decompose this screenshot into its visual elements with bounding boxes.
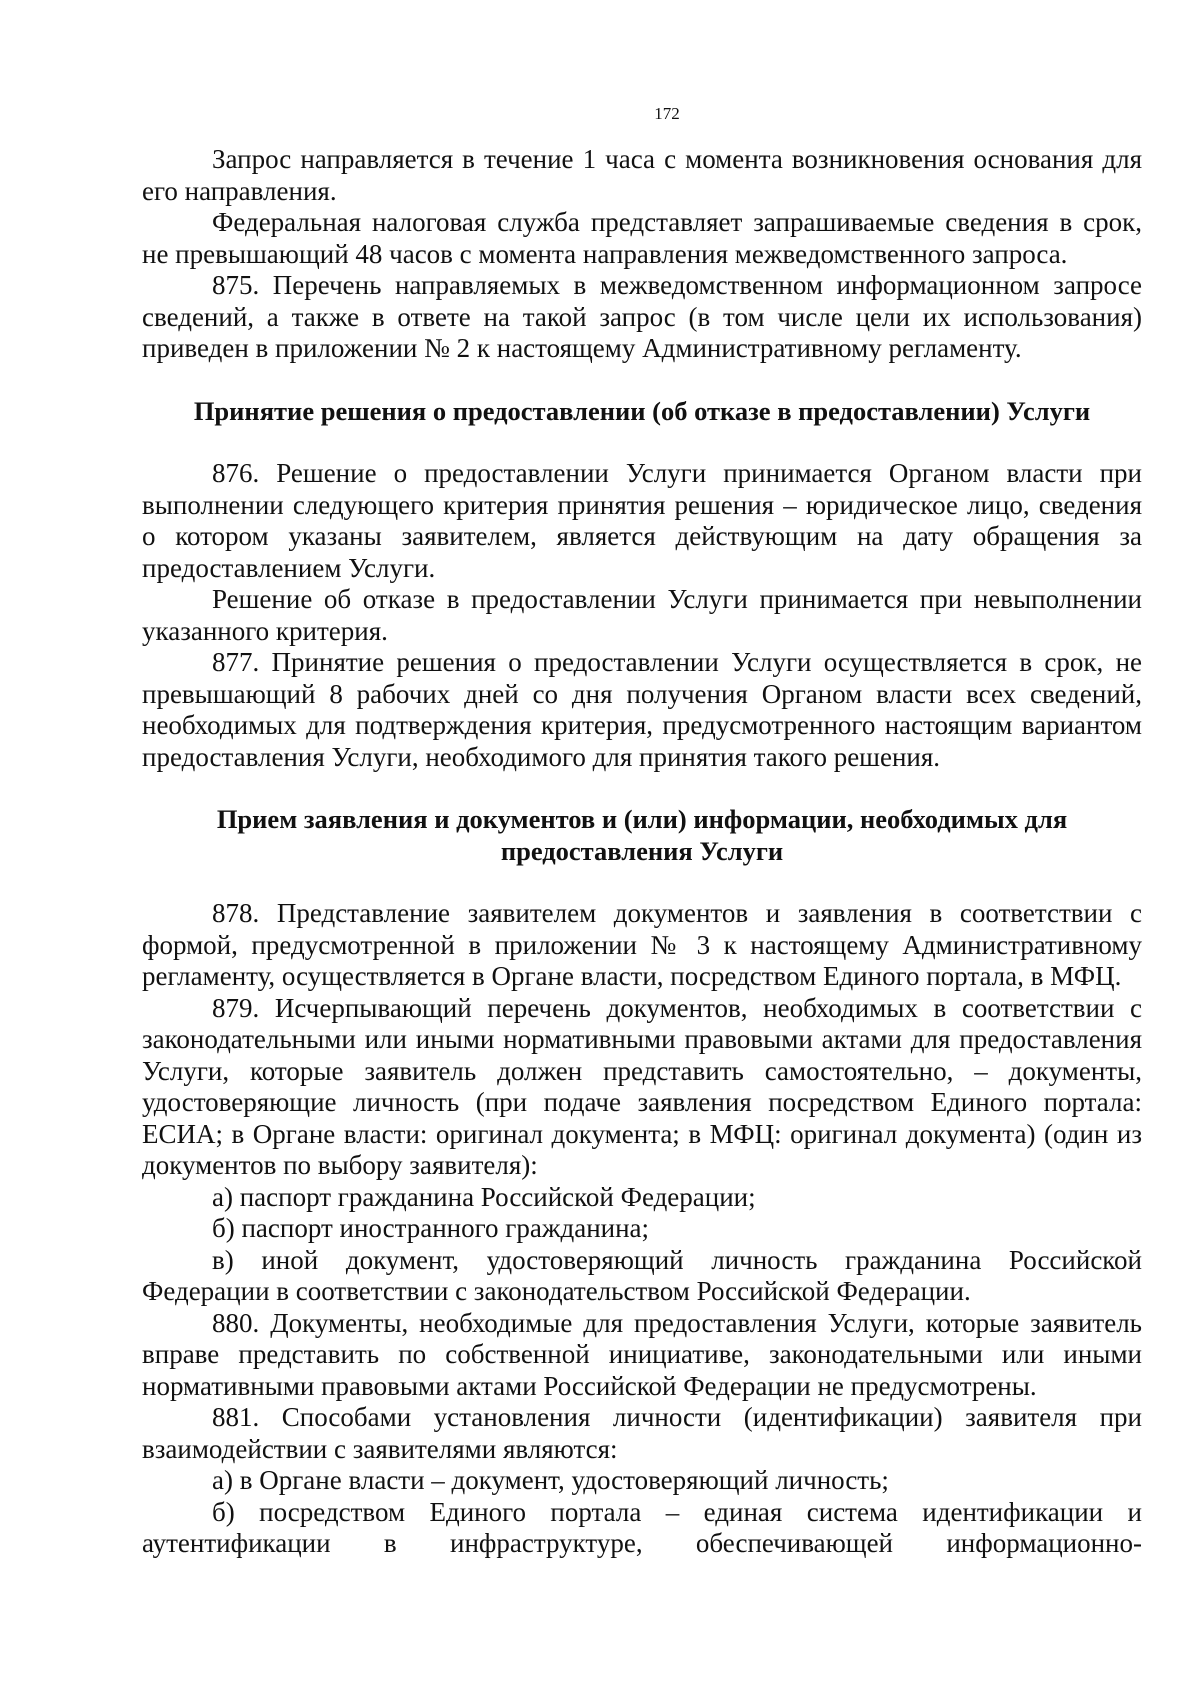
document-page [142,104,1142,1560]
list-item: б) паспорт иностранного гражданина; [212,1213,650,1243]
paragraph-875: 875. Перечень направляемых в межведомственном информационном запросе сведений, а также в ответе на такой запрос (в том числе цели их использования) приведен в приложении № 2 к настоящему Административному регламенту. [142,270,1142,363]
paragraph: Решение об отказе в предоставлении Услуги принимается при невыполнении указанного критерия. [142,584,1142,646]
list-item: б) посредством Единого портала – единая система идентификации и аутентификации в инфраструктуре, обеспечивающей информационно- [142,1496,1142,1558]
list-item: в) иной документ, удостоверяющий личность гражданина Российской Федерации в соответствии с законодательством Российской Федерации. [142,1244,1142,1306]
section-reception [142,898,1142,1560]
section-heading-reception: Прием заявления и документов и (или) информации, необходимых для предоставления Услуги [216,804,1068,866]
paragraph-881: 881. Способами установления личности (идентификации) заявителя при взаимодействии с заявителями являются: [142,1402,1142,1464]
paragraph: Федеральная налоговая служба представляет запрашиваемые сведения в срок, не превышающий 48 часов с момента направления межведомственного запроса. [142,207,1142,269]
section-intro [142,144,1142,365]
paragraph-878: 878. Представление заявителем документов и заявления в соответствии с формой, предусмотренной в приложении № 3 к настоящему Административному регламенту, осуществляется в Органе власти, посредством Единого портала, в МФЦ. [142,898,1142,991]
list-item: а) паспорт гражданина Российской Федерации; [212,1181,756,1212]
page-number: 172 [654,104,680,123]
paragraph: Запрос направляется в течение 1 часа с момента возникновения основания для его направления. [142,144,1142,206]
paragraph-876: 876. Решение о предоставлении Услуги принимается Органом власти при выполнении следующего критерия принятия решения – юридическое лицо, сведения о котором указаны заявителем, является действующим на дату обращения за предоставлением Услуги. [142,458,1142,583]
paragraph-880: 880. Документы, необходимые для предоставления Услуги, которые заявитель вправе представить по собственной инициативе, законодательными или иными нормативными правовыми актами Российской Федерации не предусмотрены. [142,1307,1142,1401]
section-decision [142,458,1142,773]
section-heading-decision: Принятие решения о предоставлении (об отказе в предоставлении) Услуги [193,395,1091,426]
paragraph-879: 879. Исчерпывающий перечень документов, необходимых в соответствии с законодательными или иными нормативными правовыми актами для предоставления Услуги, которые заявитель должен представить самостоятельно, – документы, удостоверяющие личность (при подаче заявления посредством Единого портала: ЕСИА; в Органе власти: оригинал документа; в МФЦ: оригинал документа) (один из документов по выбору заявителя): [142,992,1142,1180]
paragraph-877: 877. Принятие решения о предоставлении Услуги осуществляется в срок, не превышающий 8 рабочих дней со дня получения Органом власти всех сведений, необходимых для подтверждения критерия, предусмотренного настоящим вариантом предоставления Услуги, необходимого для принятия такого решения. [142,647,1142,772]
list-item: а) в Органе власти – документ, удостоверяющий личность; [212,1465,889,1495]
